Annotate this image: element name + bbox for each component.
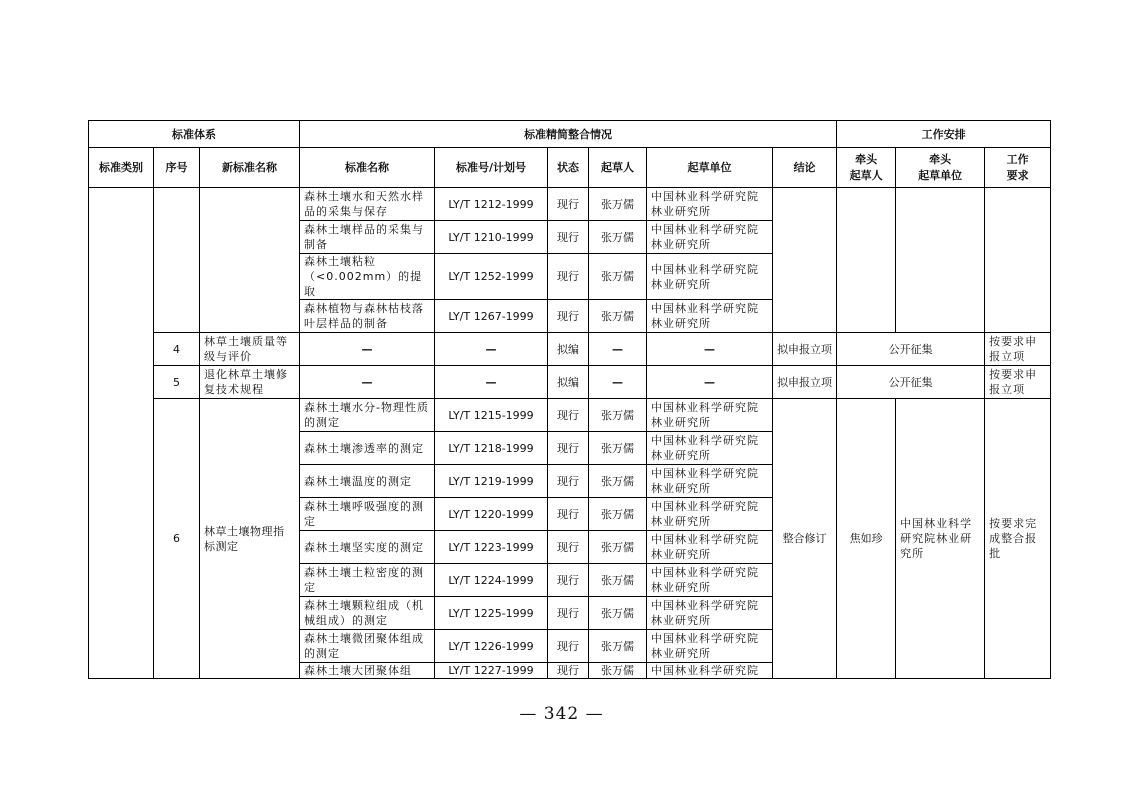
col-status-header: 状态 — [548, 148, 589, 188]
drafting-unit-cell: 中国林业科学研究院林业研究所 — [647, 221, 773, 254]
standard-name-cell: 森林土壤水和天然水样品的采集与保存 — [300, 188, 435, 221]
standard-name-cell: 森林土壤渗透率的测定 — [300, 432, 435, 465]
standard-number-cell: LY/T 1226-1999 — [435, 630, 548, 663]
drafting-unit-cell: 中国林业科学研究院 — [647, 663, 773, 679]
new-standard-name-cell: 林草土壤物理指标测定 — [200, 399, 300, 679]
conclusion-cell: 整合修订 — [773, 399, 837, 679]
standard-name-cell: — — [300, 366, 435, 399]
standard-number-cell: LY/T 1224-1999 — [435, 564, 548, 597]
table-body — [89, 188, 1051, 679]
conclusion-cell: 拟申报立项 — [773, 366, 837, 399]
page-number: — 342 — — [519, 704, 604, 724]
standard-name-cell: 森林土壤粘粒（<0.002mm）的提取 — [300, 254, 435, 300]
col-standard-number-header: 标准号/计划号 — [435, 148, 548, 188]
drafter-cell: 张万儒 — [589, 432, 647, 465]
lead-cell: 公开征集 — [837, 333, 985, 366]
standard-number-cell: LY/T 1267-1999 — [435, 300, 548, 333]
lead-drafter-cell: 焦如珍 — [837, 399, 896, 679]
status-cell: 现行 — [548, 531, 589, 564]
drafting-unit-cell: 中国林业科学研究院林业研究所 — [647, 465, 773, 498]
standard-number-cell: — — [435, 366, 548, 399]
status-cell: 现行 — [548, 663, 589, 679]
drafter-cell: 张万儒 — [589, 300, 647, 333]
drafting-unit-cell: 中国林业科学研究院林业研究所 — [647, 399, 773, 432]
standard-name-cell: 森林土壤大团聚体组 — [300, 663, 435, 679]
drafter-cell: 张万儒 — [589, 221, 647, 254]
drafting-unit-cell: 中国林业科学研究院林业研究所 — [647, 531, 773, 564]
status-cell: 现行 — [548, 630, 589, 663]
standards-table — [88, 120, 1051, 679]
standard-number-cell: LY/T 1227-1999 — [435, 663, 548, 679]
seq-cell: 4 — [154, 333, 200, 366]
drafter-cell: 张万儒 — [589, 498, 647, 531]
drafter-cell: 张万儒 — [589, 597, 647, 630]
standard-name-cell: 森林土壤样品的采集与制备 — [300, 221, 435, 254]
seq-cell: 5 — [154, 366, 200, 399]
standard-number-cell: LY/T 1252-1999 — [435, 254, 548, 300]
table-row — [89, 333, 1051, 366]
header-work-arrangement: 工作安排 — [837, 121, 1051, 148]
conclusion-cell: 拟申报立项 — [773, 333, 837, 366]
status-cell: 拟编 — [548, 366, 589, 399]
table-row — [89, 188, 1051, 221]
drafting-unit-cell: 中国林业科学研究院林业研究所 — [647, 564, 773, 597]
drafter-cell: 张万儒 — [589, 663, 647, 679]
lead-drafter-cell — [837, 188, 896, 333]
header-consolidation-status: 标准精简整合情况 — [300, 121, 837, 148]
status-cell: 拟编 — [548, 333, 589, 366]
standard-name-cell: 森林土壤微团聚体组成的测定 — [300, 630, 435, 663]
drafting-unit-cell: 中国林业科学研究院林业研究所 — [647, 498, 773, 531]
drafter-cell: — — [589, 366, 647, 399]
requirement-cell — [985, 188, 1051, 333]
drafter-cell: 张万儒 — [589, 254, 647, 300]
status-cell: 现行 — [548, 597, 589, 630]
col-standard-name-header: 标准名称 — [300, 148, 435, 188]
lead-cell: 公开征集 — [837, 366, 985, 399]
seq-cell: 6 — [154, 399, 200, 679]
drafter-cell: 张万儒 — [589, 188, 647, 221]
category-cell — [89, 188, 154, 679]
lead-unit-cell — [896, 188, 985, 333]
new-standard-name-cell — [200, 188, 300, 333]
standard-number-cell: LY/T 1225-1999 — [435, 597, 548, 630]
requirement-cell: 按要求完成整合报批 — [985, 399, 1051, 679]
seq-cell — [154, 188, 200, 333]
status-cell: 现行 — [548, 399, 589, 432]
status-cell: 现行 — [548, 432, 589, 465]
col-seq-header: 序号 — [154, 148, 200, 188]
status-cell: 现行 — [548, 300, 589, 333]
status-cell: 现行 — [548, 498, 589, 531]
status-cell: 现行 — [548, 465, 589, 498]
lead-unit-cell: 中国林业科学研究院林业研究所 — [896, 399, 985, 679]
status-cell: 现行 — [548, 188, 589, 221]
status-cell: 现行 — [548, 254, 589, 300]
standard-number-cell: LY/T 1223-1999 — [435, 531, 548, 564]
drafter-cell: 张万儒 — [589, 465, 647, 498]
standard-number-cell: LY/T 1212-1999 — [435, 188, 548, 221]
new-standard-name-cell: 退化林草土壤修复技术规程 — [200, 366, 300, 399]
table-row — [89, 366, 1051, 399]
col-lead-unit-header: 牵头 起草单位 — [896, 148, 985, 188]
drafting-unit-cell: 中国林业科学研究院林业研究所 — [647, 630, 773, 663]
drafting-unit-cell: 中国林业科学研究院林业研究所 — [647, 300, 773, 333]
conclusion-cell — [773, 188, 837, 333]
standard-number-cell: LY/T 1210-1999 — [435, 221, 548, 254]
header-standard-system: 标准体系 — [89, 121, 300, 148]
table-row — [89, 399, 1051, 432]
standard-name-cell: 森林土壤水分-物理性质的测定 — [300, 399, 435, 432]
header-group-row — [89, 121, 1051, 148]
col-category-header: 标准类别 — [89, 148, 154, 188]
col-conclusion-header: 结论 — [773, 148, 837, 188]
standard-name-cell: 森林土壤呼吸强度的测定 — [300, 498, 435, 531]
standard-number-cell: — — [435, 333, 548, 366]
col-new-name-header: 新标准名称 — [200, 148, 300, 188]
standard-name-cell: 森林土壤土粒密度的测定 — [300, 564, 435, 597]
status-cell: 现行 — [548, 564, 589, 597]
drafter-cell: 张万儒 — [589, 531, 647, 564]
requirement-cell: 按要求申报立项 — [985, 366, 1051, 399]
status-cell: 现行 — [548, 221, 589, 254]
drafting-unit-cell: 中国林业科学研究院林业研究所 — [647, 188, 773, 221]
drafting-unit-cell: — — [647, 333, 773, 366]
drafter-cell: 张万儒 — [589, 399, 647, 432]
standard-number-cell: LY/T 1219-1999 — [435, 465, 548, 498]
col-drafter-header: 起草人 — [589, 148, 647, 188]
standard-name-cell: 森林土壤颗粒组成（机械组成）的测定 — [300, 597, 435, 630]
standard-number-cell: LY/T 1215-1999 — [435, 399, 548, 432]
drafter-cell: 张万儒 — [589, 564, 647, 597]
requirement-cell: 按要求申报立项 — [985, 333, 1051, 366]
drafting-unit-cell: 中国林业科学研究院林业研究所 — [647, 432, 773, 465]
standard-name-cell: 森林土壤坚实度的测定 — [300, 531, 435, 564]
col-drafting-unit-header: 起草单位 — [647, 148, 773, 188]
standard-number-cell: LY/T 1220-1999 — [435, 498, 548, 531]
standard-name-cell: 森林土壤温度的测定 — [300, 465, 435, 498]
standard-number-cell: LY/T 1218-1999 — [435, 432, 548, 465]
header-column-row — [89, 148, 1051, 188]
drafting-unit-cell: 中国林业科学研究院林业研究所 — [647, 597, 773, 630]
standard-name-cell: 森林植物与森林枯枝落叶层样品的制备 — [300, 300, 435, 333]
drafting-unit-cell: 中国林业科学研究院林业研究所 — [647, 254, 773, 300]
new-standard-name-cell: 林草土壤质量等级与评价 — [200, 333, 300, 366]
drafting-unit-cell: — — [647, 366, 773, 399]
col-lead-drafter-header: 牵头 起草人 — [837, 148, 896, 188]
col-requirement-header: 工作 要求 — [985, 148, 1051, 188]
drafter-cell: 张万儒 — [589, 630, 647, 663]
standard-name-cell: — — [300, 333, 435, 366]
drafter-cell: — — [589, 333, 647, 366]
